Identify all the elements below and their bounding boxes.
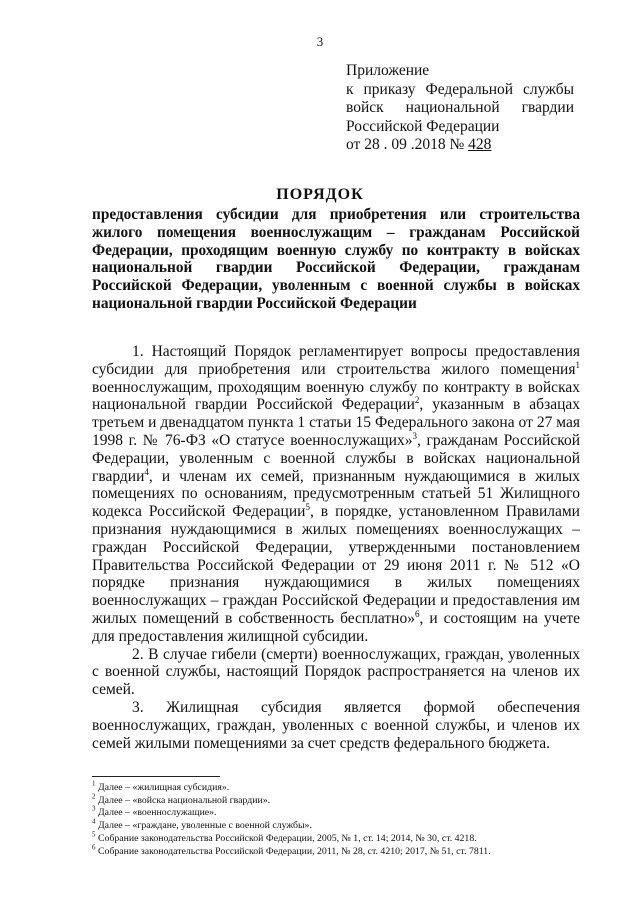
appendix-agency-line: войск национальной гвардии — [346, 99, 574, 117]
document-body — [92, 343, 580, 752]
order-number: 428 — [468, 136, 492, 154]
appendix-date-line — [346, 136, 574, 155]
footnote-ref-4: 4 — [144, 466, 149, 477]
appendix-label: Приложение — [346, 62, 430, 79]
document-subtitle: предоставления субсидии для приобретения или строительства жилого помещения военнослужащим – гражданам Российской Федерации, проходящим военную службу по контракту в войсках национальной гвардии Российской Федерации, гражданам Российской Федерации, уволенным с военной службы в войсках национальной гвардии Российской Федерации — [92, 206, 580, 312]
paragraph-3: 3. Жилищная субсидия является формой обеспечения военнослужащих, граждан, уволенных с военной службы, и членов их семей жилыми помещениями за счет средств федерального бюджета. — [92, 698, 580, 752]
footnote: $^2$ Далее – «войска национальной гвардии». — [92, 792, 271, 806]
footnote: $^1$ Далее – «жилищная субсидия». — [92, 779, 230, 793]
paragraph-2: 2. В случае гибели (смерти) военнослужащих, граждан, уволенных с военной службы, настоящий Порядок распространяется на членов их семей. — [92, 645, 580, 699]
footnote-ref-6: 6 — [414, 608, 420, 619]
appendix-date: от 28 . 09 .2018 № — [346, 136, 469, 154]
footnote: $^4$ Далее – «граждане, уволенные с военной службы». — [92, 817, 312, 832]
footnote: $^3$ Далее – «военнослужащие». — [92, 805, 217, 819]
appendix-order-line: к приказу Федеральной службы — [346, 80, 574, 98]
paragraph-1: 1. Настоящий Порядок регламентирует вопросы предоставления субсидии для приобретения или строительства жилого помещения$^1$ военнослужащим, проходящим военную службу по контракту в войсках национальной гвардии Российской Федерации$^2$, указанным в абзацах третьем и двенадцатом пункта 1 статьи 15 Федерального закона от 27 мая 1998 г. № 76-ФЗ «О статусе военнослужащих»$^3$, гражданам Российской Федерации, уволенным с военной службы в войсках национальной гвардии$^4$, и членам их семей, признанным нуждающимися в жилых помещениях по основаниям, предусмотренным статьей 51 Жилищного кодекса Российской Федерации$^5$, в порядке, установленном Правилами признания нуждающимися в жилых помещениях военнослужащих – граждан Российской Федерации, утвержденными постановлением Правительства Российской Федерации от 29 июня 2011 г. № 512 «О порядке признания нуждающимися в жилых помещениях военнослужащих – граждан Российской Федерации и предоставления им жилых помещений в собственность бесплатно»$^6$, и состоящим на учете для предоставления жилищной субсидии. — [92, 343, 580, 645]
appendix-country-line: Российской Федерации — [346, 117, 500, 135]
document-title: ПОРЯДОК — [276, 186, 364, 203]
footnote: $^5$ Собрание законодательства Российской Федерации, 2005, № 1, ст. 14; 2014, № 30, ст. 4218. — [92, 830, 477, 844]
page-number: 3 — [316, 34, 324, 49]
footnotes — [92, 779, 592, 858]
footnote-divider — [92, 776, 220, 777]
footnote-ref-5: 5 — [305, 502, 310, 513]
footnote-ref-1: 1 — [575, 359, 580, 370]
footnote: $^6$ Собрание законодательства Российской Федерации, 2011, № 28, ст. 4210; 2017, № 51, ст. 7811. — [92, 843, 491, 857]
appendix-header — [346, 62, 574, 155]
footnote-ref-3: 3 — [412, 430, 417, 441]
footnote-ref-2: 2 — [414, 395, 420, 406]
